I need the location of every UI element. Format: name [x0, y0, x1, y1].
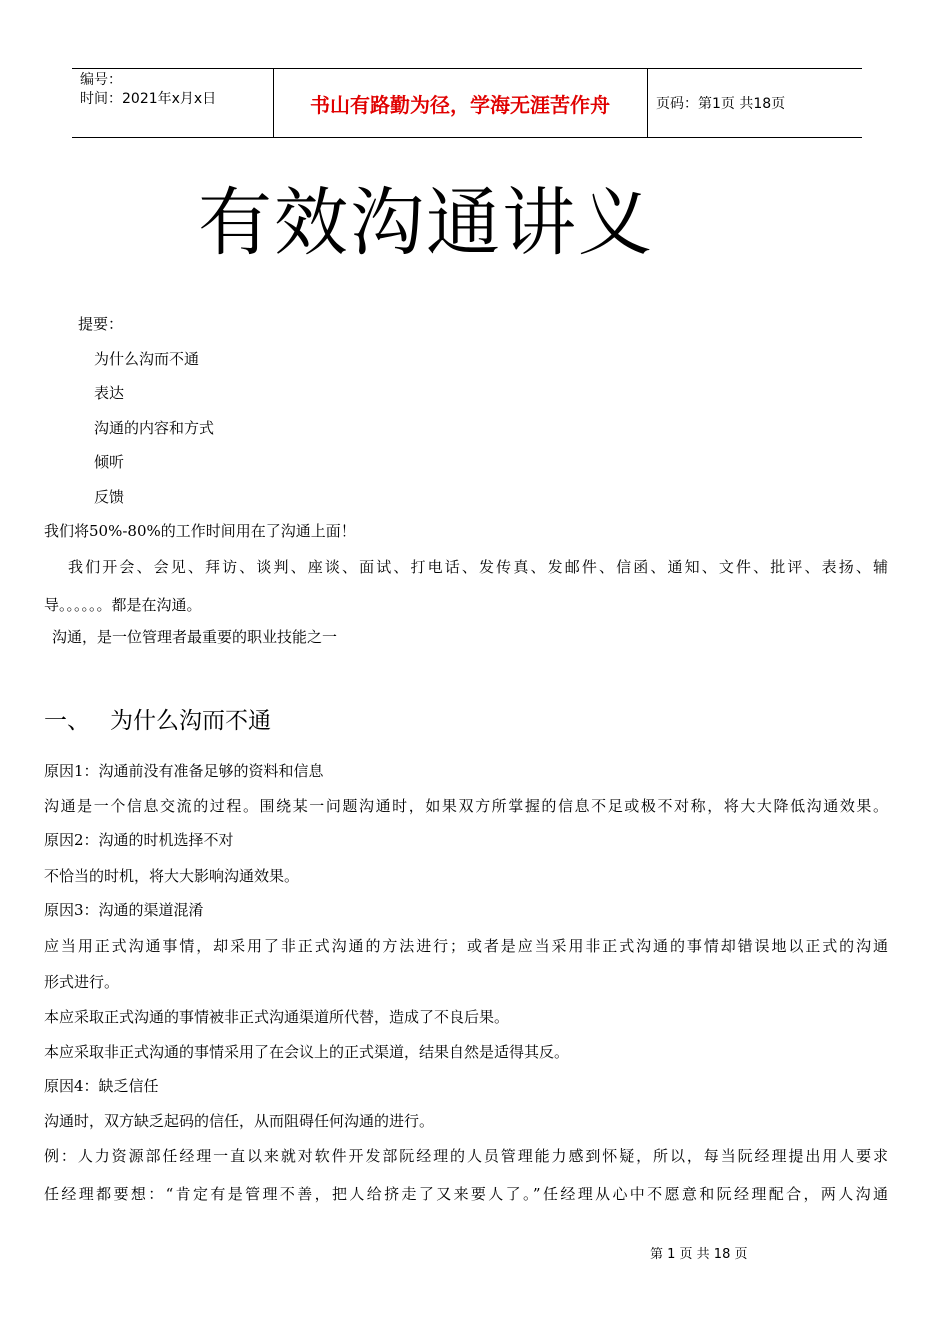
body-line: 沟通时，双方缺乏起码的信任，从而阻碍任何沟通的进行。	[44, 1112, 435, 1130]
number-label: 编号：	[80, 72, 122, 88]
section-title: 为什么沟而不通	[110, 708, 271, 734]
outline-item: 为什么沟而不通	[94, 350, 200, 368]
section-heading	[44, 706, 271, 736]
body-line: 形式进行。	[44, 973, 120, 991]
outline-item: 表达	[94, 384, 125, 402]
body-line: 任经理都要想：“肯定有是管理不善，把人给挤走了又来要人了。”任经理从心中不愿意和阮经理配合，两人沟通	[44, 1185, 888, 1203]
body-line: 不恰当的时机，将大大影响沟通效果。	[44, 867, 300, 885]
body-line: 原因1：沟通前没有准备足够的资料和信息	[44, 762, 324, 780]
outline-item: 沟通的内容和方式	[94, 419, 215, 437]
outline-item: 倾听	[94, 453, 125, 471]
intro-paragraph: 沟通，是一位管理者最重要的职业技能之一	[52, 628, 338, 646]
body-line: 沟通是一个信息交流的过程。围绕某一问题沟通时，如果双方所掌握的信息不足或极不对称，将大大降低沟通效果。	[44, 797, 888, 815]
body-line: 例：人力资源部任经理一直以来就对软件开发部阮经理的人员管理能力感到怀疑，所以，每当阮经理提出用人要求	[44, 1147, 888, 1165]
outline-item: 反馈	[94, 488, 125, 506]
header-page-info: 页码：第1页 共18页	[656, 96, 786, 112]
page-footer: 第 1 页 共 18 页	[650, 1247, 748, 1262]
body-line: 原因3：沟通的渠道混淆	[44, 901, 204, 919]
body-line: 应当用正式沟通事情，却采用了非正式沟通的方法进行；或者是应当采用非正式沟通的事情却错误地以正式的沟通	[44, 937, 888, 955]
intro-paragraph: 我们将50%-80%的工作时间用在了沟通上面！	[44, 522, 356, 540]
body-line: 本应采取正式沟通的事情被非正式沟通渠道所代替，造成了不良后果。	[44, 1008, 510, 1026]
header-divider	[647, 69, 648, 137]
outline-label: 提要：	[78, 315, 124, 333]
body-line: 原因4：缺乏信任	[44, 1077, 159, 1095]
intro-paragraph: 我们开会、会见、拜访、谈判、座谈、面试、打电话、发传真、发邮件、信函、通知、文件、批评、表扬、辅	[68, 558, 888, 576]
section-number: 一、	[44, 708, 90, 734]
body-line: 原因2：沟通的时机选择不对	[44, 831, 234, 849]
time-label: 时间：2021年x月x日	[80, 91, 217, 107]
document-title: 有效沟通讲义	[198, 180, 654, 266]
header-meta	[80, 71, 270, 109]
header-motto: 书山有路勤为径，学海无涯苦作舟	[310, 92, 610, 117]
header-table	[72, 68, 862, 138]
intro-paragraph: 导。。。。。。都是在沟通。	[44, 596, 202, 614]
body-line: 本应采取非正式沟通的事情采用了在会议上的正式渠道，结果自然是适得其反。	[44, 1043, 570, 1061]
